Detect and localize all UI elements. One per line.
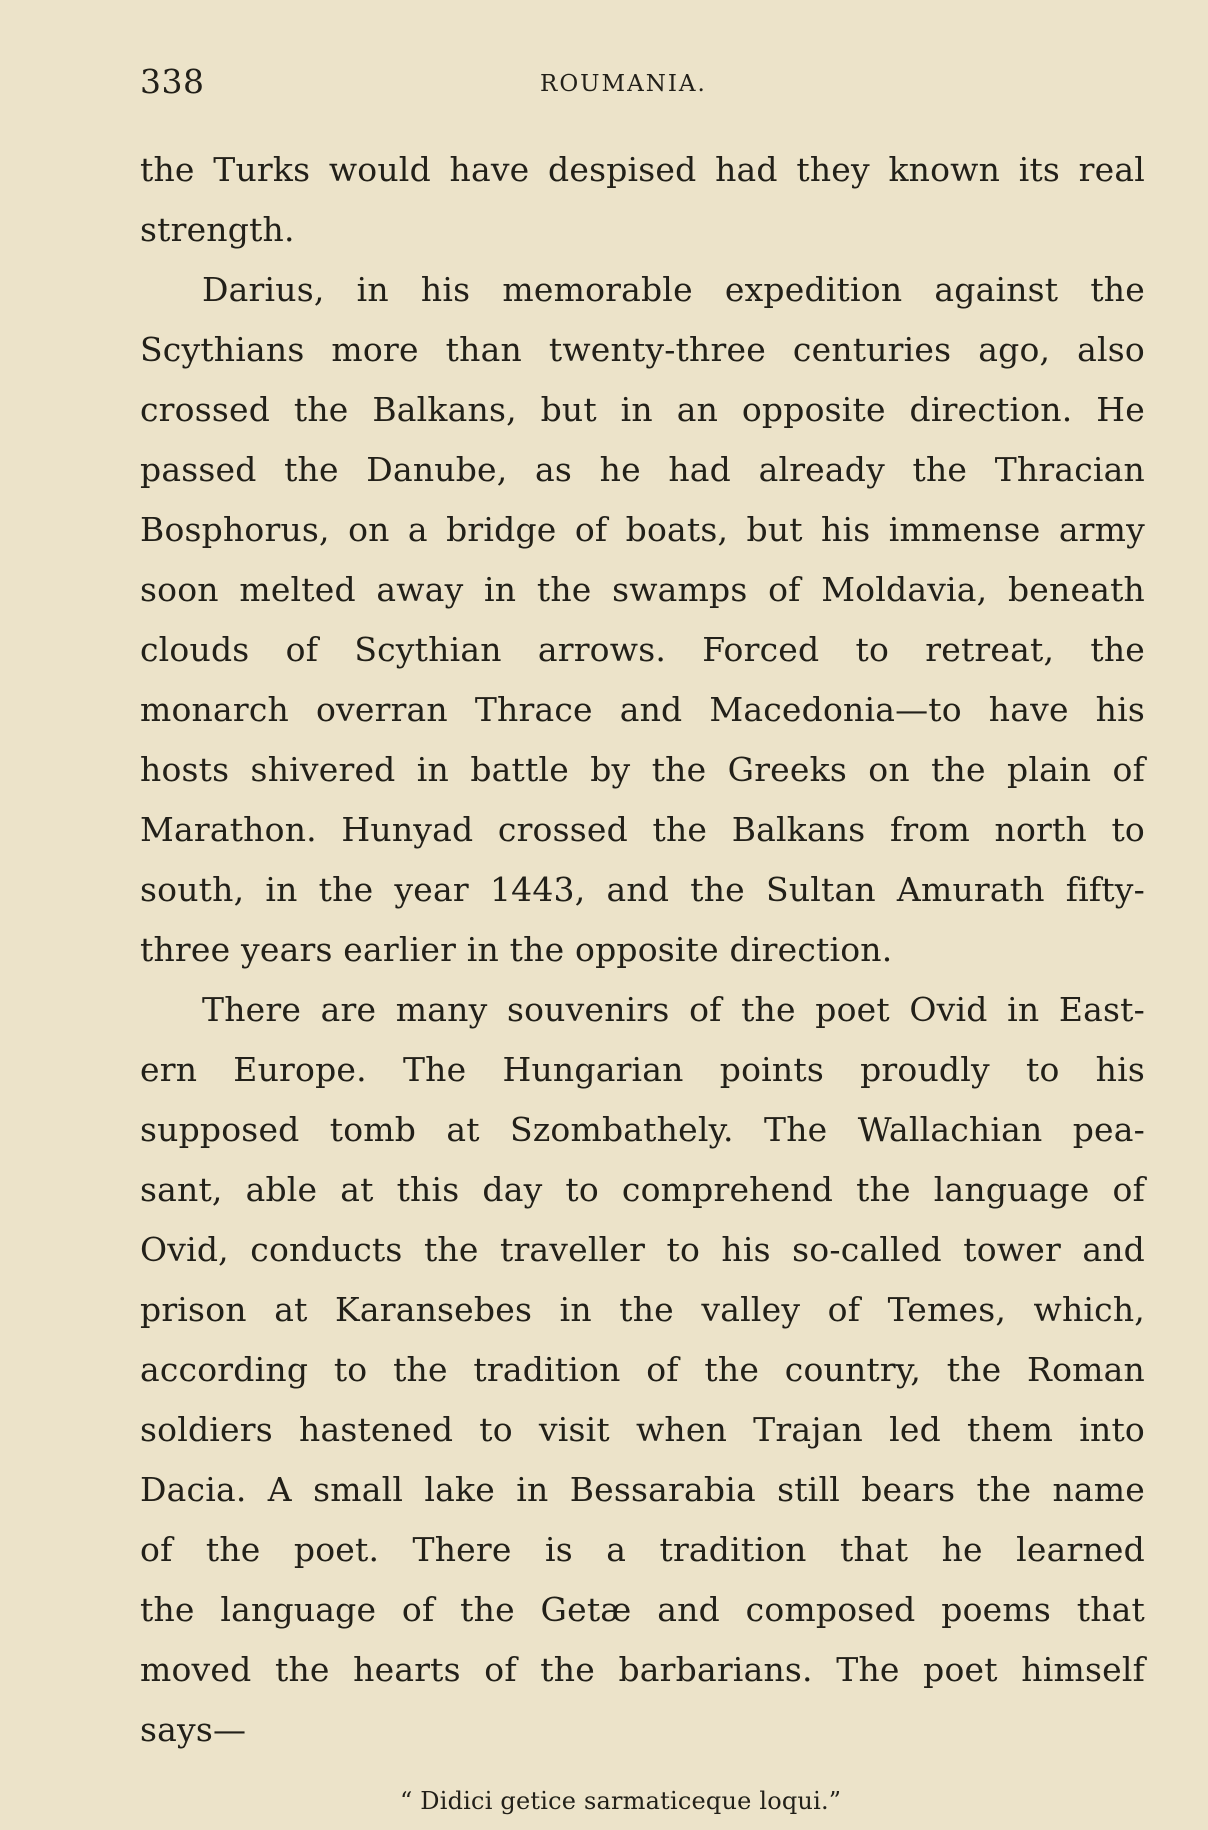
text-line: passed the Danube, as he had already the Thracian [140,450,1145,489]
text-line: There are many souvenirs of the poet Ovid in East- [202,990,1145,1029]
text-line: the Turks would have despised had they known its real [140,150,1145,189]
text-line: according to the tradition of the country, the Roman [140,1350,1145,1389]
text-line: strength. [140,210,295,249]
text-line: crossed the Balkans, but in an opposite direction. He [140,390,1145,429]
text-line: ern Europe. The Hungarian points proudly to his [140,1050,1145,1089]
page-header [140,62,1150,112]
text-line: Dacia. A small lake in Bessarabia still bears the name [140,1470,1145,1509]
text-line: Marathon. Hunyad crossed the Balkans from north to [140,810,1145,849]
text-line: moved the hearts of the barbarians. The poet himself [140,1650,1145,1689]
text-line: Scythians more than twenty-three centuries ago, also [140,330,1145,369]
running-title: ROUMANIA. [540,71,707,97]
text-line: sant, able at this day to comprehend the language of [140,1170,1145,1209]
text-line: three years earlier in the opposite direction. [140,930,893,969]
text-line: hosts shivered in battle by the Greeks on the plain of [140,750,1145,789]
text-line: prison at Karansebes in the valley of Temes, which, [140,1290,1145,1329]
text-line: soldiers hastened to visit when Trajan led them into [140,1410,1145,1449]
text-line: the language of the Getæ and composed poems that [140,1590,1145,1629]
text-line: says— [140,1710,247,1749]
text-line: monarch overran Thrace and Macedonia—to have his [140,690,1145,729]
page-number: 338 [140,62,205,101]
text-line: Bosphorus, on a bridge of boats, but his immense army [140,510,1145,549]
text-line: Ovid, conducts the traveller to his so-called tower and [140,1230,1145,1269]
text-line: south, in the year 1443, and the Sultan Amurath fifty- [140,870,1145,909]
latin-quotation: “ Didici getice sarmaticeque loqui.” [400,1787,842,1815]
text-line: supposed tomb at Szombathely. The Wallachian pea- [140,1110,1145,1149]
text-line: Darius, in his memorable expedition against the [202,270,1145,309]
body-text [140,140,1145,1760]
text-line: clouds of Scythian arrows. Forced to retreat, the [140,630,1145,669]
text-line: soon melted away in the swamps of Moldavia, beneath [140,570,1145,609]
text-line: of the poet. There is a tradition that he learned [140,1530,1145,1569]
